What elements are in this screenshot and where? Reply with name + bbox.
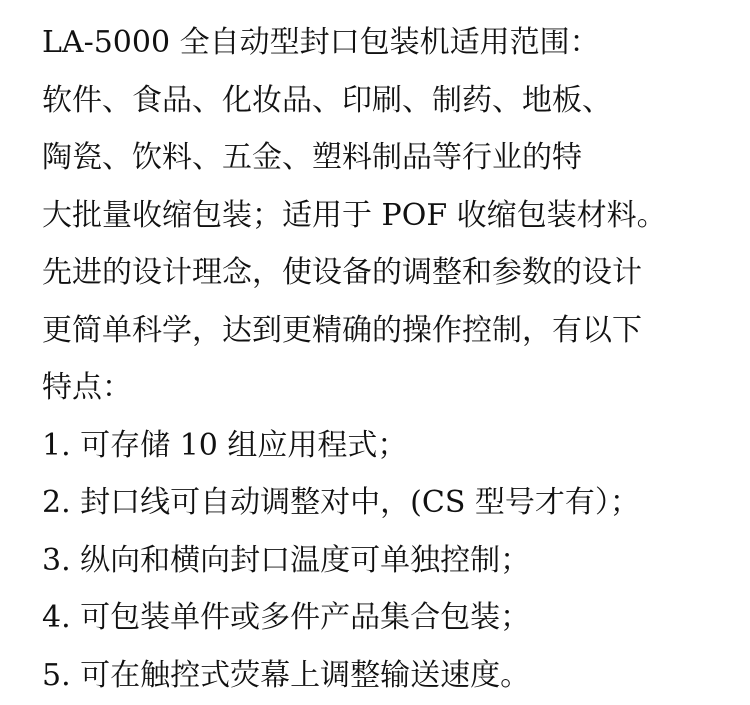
text-line: 特点：: [42, 370, 132, 405]
list-item: 3. 纵向和横向封口温度可单独控制；: [42, 542, 531, 578]
list-item: 1. 可存储 10 组应用程式；: [42, 427, 408, 463]
text-line: 大批量收缩包装；适用于 POF 收缩包装材料。: [42, 197, 667, 233]
document-body: [42, 14, 742, 704]
text-line: 陶瓷、饮料、五金、塑料制品等行业的特: [42, 140, 582, 175]
text-line: 先进的设计理念，使设备的调整和参数的设计: [42, 255, 642, 290]
list-item: 2. 封口线可自动调整对中，(CS 型号才有）；: [42, 485, 640, 520]
text-line: 更简单科学，达到更精确的操作控制，有以下: [42, 312, 642, 348]
text-line: 软件、食品、化妆品、印刷、制药、地板、: [42, 82, 612, 118]
text-line-title: LA-5000 全自动型封口包装机适用范围：: [42, 25, 600, 60]
list-item: 5. 可在触控式荧幕上调整输送速度。: [42, 657, 531, 693]
list-item: 4. 可包装单件或多件产品集合包装；: [42, 600, 531, 635]
